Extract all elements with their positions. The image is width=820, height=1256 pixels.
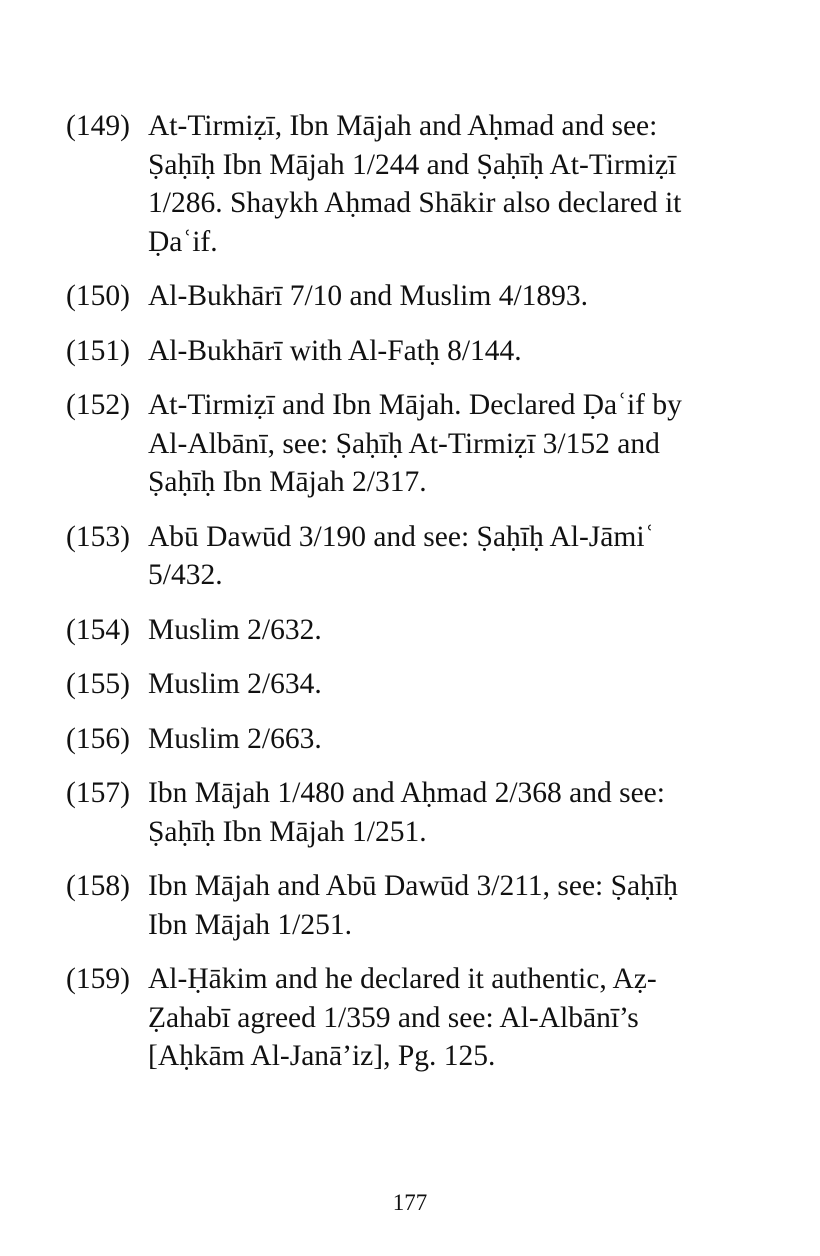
- footnote-151: [66, 332, 754, 371]
- footnote-number: (158): [66, 870, 130, 902]
- footnote-text: At-Tirmiẓī, Ibn Mājah and Aḥmad and see: Ṣaḥīḥ Ibn Mājah 1/244 and Ṣaḥīḥ At-Tirmiẓī 1/286. Shaykh Aḥmad Shākir also declared it Ḍaʿif.: [148, 110, 682, 258]
- footnote-number: (154): [66, 613, 130, 646]
- footnote-text: Al-Ḥākim and he declared it authentic, Aẓ- Ẓahabī agreed 1/359 and see: Al-Albānī’s [Aḥkām Al-Janā’iz], Pg. 125.: [148, 963, 657, 1072]
- footnote-text: Muslim 2/663.: [148, 722, 322, 755]
- footnote-text: Al-Bukhārī with Al-Fatḥ 8/144.: [148, 334, 522, 367]
- footnote-number: (152): [66, 389, 130, 421]
- footnote-number: (149): [66, 110, 130, 142]
- footnote-number: (150): [66, 280, 130, 312]
- footnote-156: [66, 720, 754, 759]
- footnote-159: [66, 960, 754, 1076]
- footnote-number: (155): [66, 668, 130, 700]
- footnote-number: (153): [66, 520, 130, 553]
- footnote-150: [66, 277, 754, 316]
- footnotes-list: [66, 107, 754, 1092]
- footnote-number: (157): [66, 777, 130, 809]
- footnote-152: [66, 386, 754, 502]
- footnote-text: Muslim 2/634.: [148, 668, 322, 700]
- footnote-149: [66, 107, 754, 261]
- footnote-155: [66, 665, 754, 704]
- footnote-text: Al-Bukhārī 7/10 and Muslim 4/1893.: [148, 280, 589, 312]
- footnote-number: (156): [66, 722, 130, 755]
- footnote-text: Ibn Mājah 1/480 and Aḥmad 2/368 and see: Ṣaḥīḥ Ibn Mājah 1/251.: [148, 777, 665, 848]
- page-number: 177: [392, 1190, 428, 1215]
- footnote-text: Abū Dawūd 3/190 and see: Ṣaḥīḥ Al-Jāmiʿ 5/432.: [148, 520, 655, 591]
- footnote-158: [66, 867, 754, 944]
- footnote-text: At-Tirmiẓī and Ibn Mājah. Declared Ḍaʿif by Al-Albānī, see: Ṣaḥīḥ At-Tirmiẓī 3/152 and Ṣaḥīḥ Ibn Mājah 2/317.: [148, 389, 682, 498]
- footnote-text: Muslim 2/632.: [148, 613, 322, 646]
- footnote-154: [66, 611, 754, 650]
- footnote-number: (151): [66, 334, 130, 367]
- footnote-number: (159): [66, 963, 130, 995]
- footnote-text: Ibn Mājah and Abū Dawūd 3/211, see: Ṣaḥīḥ Ibn Mājah 1/251.: [148, 870, 678, 941]
- footnote-153: [66, 518, 754, 595]
- footnote-157: [66, 774, 754, 851]
